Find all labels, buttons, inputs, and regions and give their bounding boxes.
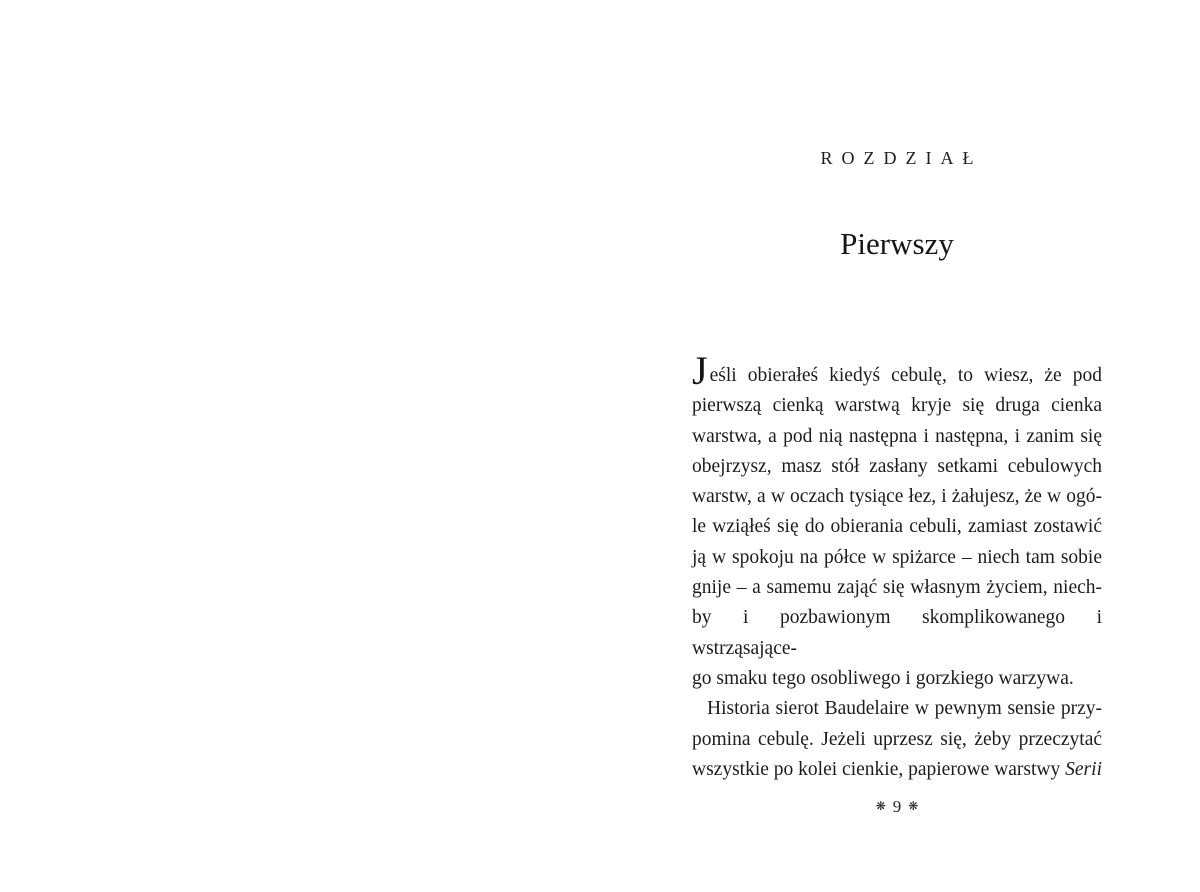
body-line: wszystkie po kolei cienkie, papierowe warstwy Serii	[692, 758, 1102, 780]
body-line: pierwszą cienką warstwą kryje się druga cienka	[692, 395, 1102, 417]
body-line: obejrzysz, masz stół zasłany setkami cebulowych	[692, 455, 1102, 477]
body-line: go smaku tego osobliwego i gorzkiego warzywa.	[692, 667, 1074, 689]
page-number: 9	[892, 797, 902, 816]
chapter-label: ROZDZIAŁ	[820, 148, 983, 168]
body-line: by i pozbawionym skomplikowanego i wstrząsające-	[692, 607, 1102, 659]
body-line: gnije – a samemu zająć się własnym życiem, niech-	[692, 577, 1102, 599]
drop-cap: J	[692, 348, 708, 393]
body-line: Jeśli obierałeś kiedyś cebulę, to wiesz, że pod	[692, 348, 1102, 393]
body-line: warstw, a w oczach tysiące łez, i żałujesz, że w ogó-	[692, 486, 1102, 508]
floral-asterisk-icon: ❋	[875, 799, 886, 813]
body-text	[692, 348, 1102, 785]
body-line: le wziąłeś się do obierania cebuli, zamiast zostawić	[692, 516, 1102, 538]
body-line: Historia sierot Baudelaire w pewnym sensie przy-	[707, 698, 1102, 720]
body-line: warstwa, a pod nią następna i następna, i zanim się	[692, 425, 1102, 447]
floral-asterisk-icon: ❋	[908, 799, 919, 813]
body-line: pomina cebulę. Jeżeli uprzesz się, żeby przeczytać	[692, 728, 1102, 750]
chapter-title: Pierwszy	[840, 226, 954, 261]
page-footer	[692, 797, 1102, 818]
body-line: ją w spokoju na półce w spiżarce – niech tam sobie	[692, 546, 1102, 568]
